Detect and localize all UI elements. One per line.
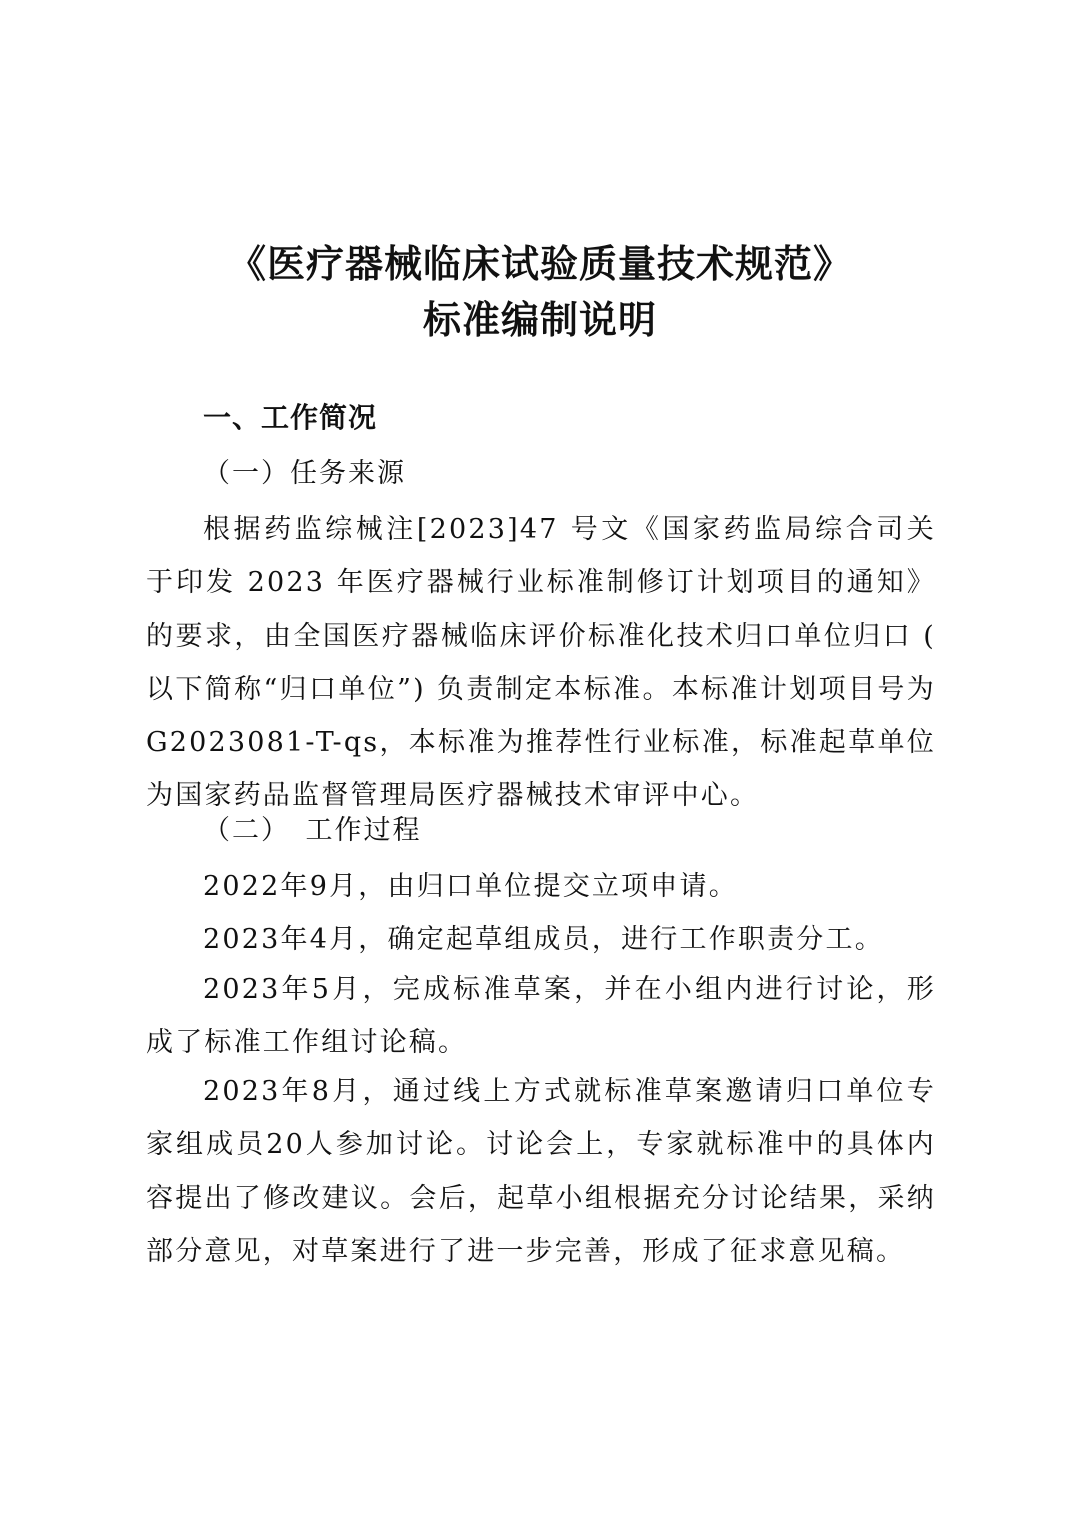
paragraph-task-source: 根据药监综械注[2023]47 号文《国家药监局综合司关于印发 2023 年医疗器械行业标准制修订计划项目的通知》的要求，由全国医疗器械临床评价标准化技术归口单位归口 ( 以下简称“归口单位”) 负责制定本标准。本标准计划项目号为G2023081-T-qs，本标准为推荐性行业标准，标准起草单位为国家药品监督管理局医疗器械技术审评中心。 <box>146 514 936 812</box>
subsection-heading-work-process: （二） 工作过程 <box>203 815 422 846</box>
document-subtitle: 标准编制说明 <box>422 298 657 342</box>
paragraph-process-2023-04: 2023年4月，确定起草组成员，进行工作职责分工。 <box>203 924 884 955</box>
document-title: 《医疗器械临床试验质量技术规范》 <box>227 242 852 286</box>
paragraph-process-2023-05: 2023年5月，完成标准草案，并在小组内进行讨论，形 成了标准工作组讨论稿。 <box>146 974 936 1059</box>
paragraph-process-2023-08: 2023年8月，通过线上方式就标准草案邀请归口单位专 家组成员20人参加讨论。讨论会上，专家就标准中的具体内容提出了修改建议。会后，起草小组根据充分讨论结果，采纳部分意见，对草案进行了进一步完善，形成了征求意见稿。 <box>146 1076 936 1267</box>
paragraph-process-2022-09: 2022年9月，由归口单位提交立项申请。 <box>203 871 738 902</box>
section-heading-overview: 一、工作简况 <box>203 401 378 434</box>
subsection-heading-task-source: （一）任务来源 <box>203 458 406 489</box>
